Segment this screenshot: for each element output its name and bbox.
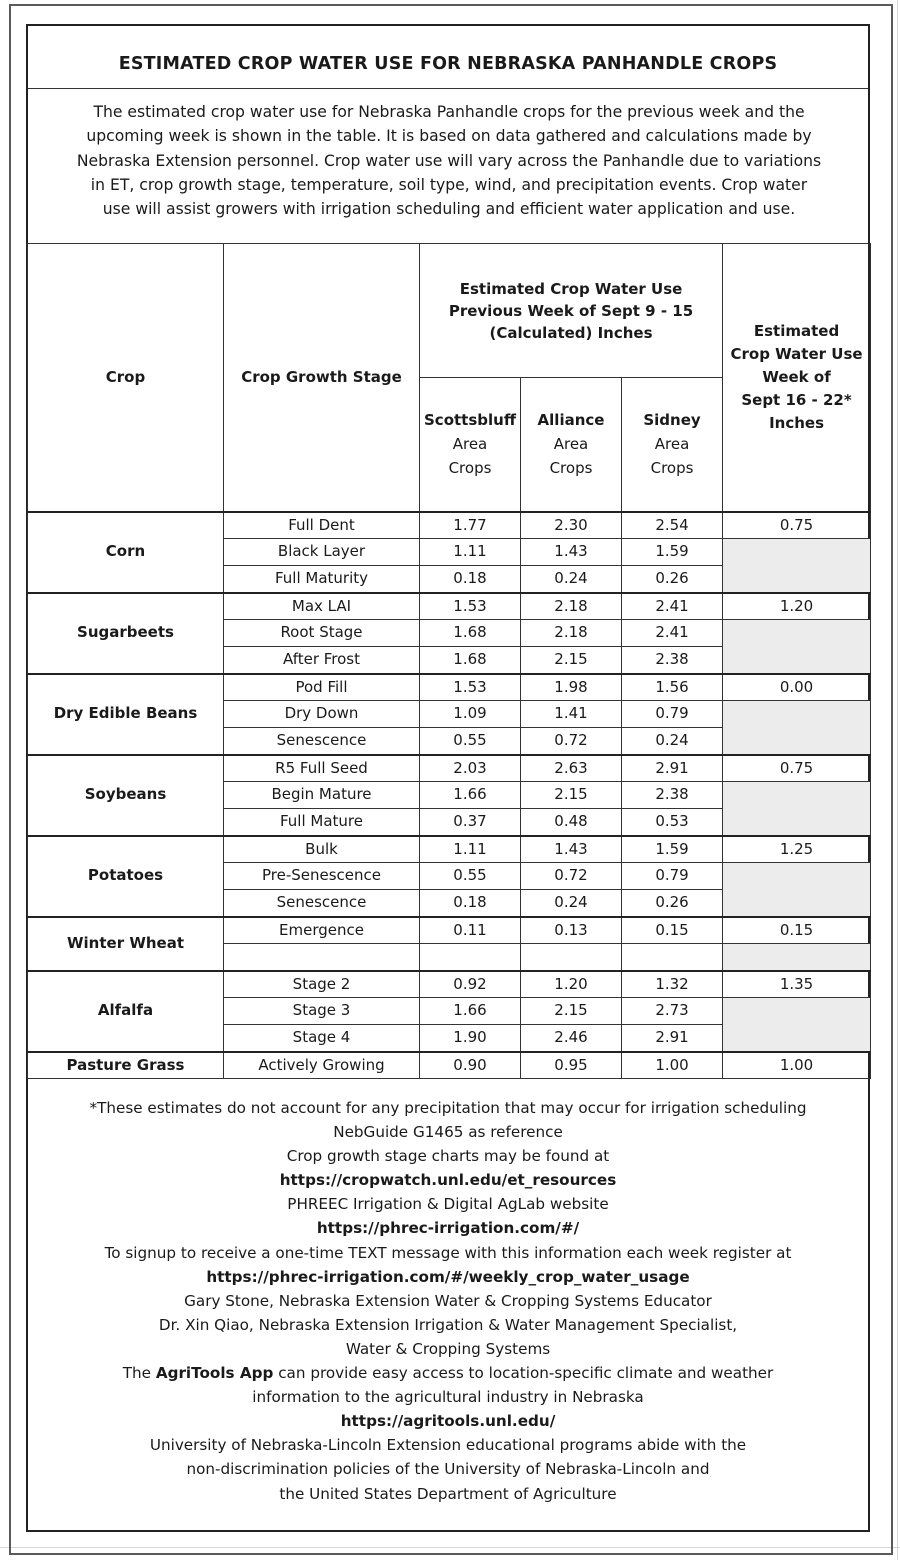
document-frame — [26, 24, 870, 1532]
value-sidney: 0.79 — [622, 863, 723, 890]
footer-link[interactable]: https://phrec-irrigation.com/#/ — [316, 1219, 580, 1238]
value-scottsbluff: 0.18 — [420, 890, 521, 917]
growth-stage: After Frost — [224, 647, 420, 674]
value-scottsbluff: 0.37 — [420, 809, 521, 836]
area-line: Area — [654, 435, 690, 454]
page-title: ESTIMATED CROP WATER USE FOR NEBRASKA PANHANDLE CROPS — [118, 54, 778, 74]
table-row — [28, 593, 871, 620]
header-crop: Crop — [28, 244, 224, 512]
footer-line: NebGuide G1465 as reference — [333, 1123, 563, 1142]
growth-stage: Root Stage — [224, 620, 420, 647]
header-next-week — [723, 244, 871, 512]
next-week-value: 0.15 — [723, 917, 871, 944]
next-week-value: 0.00 — [723, 674, 871, 701]
header-previous-week-line: Previous Week of Sept 9 - 15 — [448, 301, 694, 320]
growth-stage: Begin Mature — [224, 782, 420, 809]
growth-stage: Senescence — [224, 890, 420, 917]
title-divider — [28, 88, 868, 89]
value-scottsbluff: 1.66 — [420, 998, 521, 1025]
value-sidney: 2.54 — [622, 512, 723, 539]
value-sidney: 0.26 — [622, 566, 723, 593]
footer-line: Crop growth stage charts may be found at — [286, 1147, 610, 1166]
value-sidney: 2.73 — [622, 998, 723, 1025]
header-area-alliance — [521, 378, 622, 512]
header-area-sidney — [622, 378, 723, 512]
value-alliance: 0.24 — [521, 566, 622, 593]
value-scottsbluff: 0.92 — [420, 971, 521, 998]
crop-name: Alfalfa — [28, 971, 224, 1052]
table-row — [28, 755, 871, 782]
value-scottsbluff: 1.77 — [420, 512, 521, 539]
table-row — [28, 971, 871, 998]
value-scottsbluff: 1.66 — [420, 782, 521, 809]
value-alliance: 0.72 — [521, 863, 622, 890]
intro-line: use will assist growers with irrigation scheduling and efficient water application and use. — [102, 200, 796, 219]
next-week-value: 1.35 — [723, 971, 871, 998]
value-alliance: 0.24 — [521, 890, 622, 917]
footer-link[interactable]: https://agritools.unl.edu/ — [340, 1412, 556, 1431]
value-scottsbluff: 2.03 — [420, 755, 521, 782]
next-week-blank — [723, 701, 871, 755]
growth-stage: Actively Growing — [224, 1052, 420, 1079]
footer-line: Dr. Xin Qiao, Nebraska Extension Irrigation & Water Management Specialist, — [158, 1315, 738, 1334]
header-area-scottsbluff — [420, 378, 521, 512]
table-row — [28, 512, 871, 539]
value-alliance: 1.43 — [521, 836, 622, 863]
header-previous-week — [420, 244, 723, 378]
value-alliance — [521, 944, 622, 971]
value-sidney: 1.00 — [622, 1052, 723, 1079]
area-line: Crops — [549, 459, 593, 478]
value-alliance: 1.43 — [521, 539, 622, 566]
growth-stage: Dry Down — [224, 701, 420, 728]
value-scottsbluff: 0.18 — [420, 566, 521, 593]
value-sidney — [622, 944, 723, 971]
crop-name: Pasture Grass — [28, 1052, 224, 1079]
area-line: Crops — [650, 459, 694, 478]
value-sidney: 1.59 — [622, 836, 723, 863]
value-scottsbluff — [420, 944, 521, 971]
value-alliance: 2.15 — [521, 647, 622, 674]
value-sidney: 0.26 — [622, 890, 723, 917]
footer-link[interactable]: https://cropwatch.unl.edu/et_resources — [279, 1171, 617, 1190]
table-row — [28, 1052, 871, 1079]
growth-stage: Pod Fill — [224, 674, 420, 701]
header-next-week-line: Week of — [762, 367, 831, 386]
value-sidney: 2.41 — [622, 593, 723, 620]
value-alliance: 0.95 — [521, 1052, 622, 1079]
area-line: Area — [553, 435, 589, 454]
growth-stage: Max LAI — [224, 593, 420, 620]
value-scottsbluff: 1.68 — [420, 620, 521, 647]
value-alliance: 2.18 — [521, 620, 622, 647]
value-scottsbluff: 0.55 — [420, 863, 521, 890]
area-line: Crops — [448, 459, 492, 478]
footer-line: Gary Stone, Nebraska Extension Water & Cropping Systems Educator — [184, 1291, 712, 1310]
next-week-blank — [723, 998, 871, 1052]
growth-stage: Stage 3 — [224, 998, 420, 1025]
value-sidney: 0.24 — [622, 728, 723, 755]
footer-line: the United States Department of Agriculture — [279, 1484, 617, 1503]
growth-stage: Emergence — [224, 917, 420, 944]
growth-stage: Senescence — [224, 728, 420, 755]
value-sidney: 2.38 — [622, 647, 723, 674]
next-week-value: 0.75 — [723, 755, 871, 782]
growth-stage — [224, 944, 420, 971]
value-alliance: 1.41 — [521, 701, 622, 728]
intro-line: The estimated crop water use for Nebraska Panhandle crops for the previous week and the — [93, 103, 805, 121]
table-row — [28, 836, 871, 863]
crop-name: Sugarbeets — [28, 593, 224, 674]
footer-text: The — [122, 1364, 156, 1383]
next-week-blank — [723, 539, 871, 593]
value-alliance: 0.48 — [521, 809, 622, 836]
value-alliance: 0.13 — [521, 917, 622, 944]
footer-line — [36, 1361, 860, 1385]
next-week-value: 1.20 — [723, 593, 871, 620]
value-scottsbluff: 1.68 — [420, 647, 521, 674]
value-alliance: 2.15 — [521, 998, 622, 1025]
area-name: Sidney — [643, 411, 701, 430]
next-week-blank — [723, 620, 871, 674]
footer-line: information to the agricultural industry in Nebraska — [252, 1388, 644, 1407]
value-scottsbluff: 1.53 — [420, 593, 521, 620]
area-name: Scottsbluff — [424, 411, 516, 430]
value-sidney: 1.59 — [622, 539, 723, 566]
next-week-blank — [723, 944, 871, 971]
value-scottsbluff: 0.90 — [420, 1052, 521, 1079]
next-week-value: 1.00 — [723, 1052, 871, 1079]
intro-line: in ET, crop growth stage, temperature, soil type, wind, and precipitation events. Crop water — [90, 175, 808, 194]
value-scottsbluff: 1.09 — [420, 701, 521, 728]
crop-name: Potatoes — [28, 836, 224, 917]
footer-text: can provide easy access to location-specific climate and weather — [273, 1364, 774, 1383]
footer-line: PHREEC Irrigation & Digital AgLab website — [287, 1195, 609, 1214]
value-scottsbluff: 1.11 — [420, 539, 521, 566]
header-growth-stage: Crop Growth Stage — [224, 244, 420, 512]
growth-stage: Stage 4 — [224, 1025, 420, 1052]
footer-notes — [36, 1096, 860, 1506]
table-body — [28, 512, 871, 1079]
value-alliance: 2.30 — [521, 512, 622, 539]
value-alliance: 2.63 — [521, 755, 622, 782]
growth-stage: R5 Full Seed — [224, 755, 420, 782]
crop-name: Soybeans — [28, 755, 224, 836]
header-next-week-line: Inches — [769, 413, 824, 432]
value-scottsbluff: 1.53 — [420, 674, 521, 701]
next-week-blank — [723, 863, 871, 917]
footer-line: Water & Cropping Systems — [345, 1339, 551, 1358]
crop-name: Winter Wheat — [28, 917, 224, 971]
value-alliance: 1.98 — [521, 674, 622, 701]
value-alliance: 1.20 — [521, 971, 622, 998]
growth-stage: Bulk — [224, 836, 420, 863]
crop-water-use-table — [27, 243, 871, 1079]
value-sidney: 0.15 — [622, 917, 723, 944]
value-alliance: 2.15 — [521, 782, 622, 809]
value-alliance: 0.72 — [521, 728, 622, 755]
value-scottsbluff: 0.55 — [420, 728, 521, 755]
footer-link[interactable]: https://phrec-irrigation.com/#/weekly_crop_water_usage — [206, 1267, 690, 1286]
growth-stage: Full Mature — [224, 809, 420, 836]
value-sidney: 2.91 — [622, 755, 723, 782]
value-scottsbluff: 0.11 — [420, 917, 521, 944]
growth-stage: Stage 2 — [224, 971, 420, 998]
intro-paragraph — [38, 100, 860, 221]
growth-stage: Black Layer — [224, 539, 420, 566]
footer-line: *These estimates do not account for any precipitation that may occur for irrigation scheduling — [89, 1099, 807, 1117]
growth-stage: Full Dent — [224, 512, 420, 539]
next-week-blank — [723, 782, 871, 836]
area-line: Area — [452, 435, 488, 454]
growth-stage: Pre-Senescence — [224, 863, 420, 890]
header-next-week-line: Sept 16 - 22* — [741, 390, 852, 409]
value-alliance: 2.18 — [521, 593, 622, 620]
value-sidney: 2.91 — [622, 1025, 723, 1052]
intro-line: Nebraska Extension personnel. Crop water use will vary across the Panhandle due to variations — [76, 151, 822, 170]
sheet-gridline — [897, 0, 898, 1560]
value-scottsbluff: 1.90 — [420, 1025, 521, 1052]
header-next-week-line: Estimated — [753, 321, 840, 340]
value-sidney: 2.41 — [622, 620, 723, 647]
footer-line: University of Nebraska-Lincoln Extension educational programs abide with the — [149, 1436, 747, 1455]
header-previous-week-line: Estimated Crop Water Use — [459, 279, 683, 298]
value-sidney: 0.79 — [622, 701, 723, 728]
table-row — [28, 674, 871, 701]
footer-line: To signup to receive a one-time TEXT message with this information each week register at — [104, 1243, 792, 1262]
value-sidney: 2.38 — [622, 782, 723, 809]
table-row — [28, 917, 871, 944]
footer-line: non-discrimination policies of the University of Nebraska-Lincoln and — [186, 1460, 710, 1479]
value-sidney: 1.56 — [622, 674, 723, 701]
next-week-value: 1.25 — [723, 836, 871, 863]
header-previous-week-line: (Calculated) Inches — [489, 323, 653, 342]
value-sidney: 1.32 — [622, 971, 723, 998]
next-week-value: 0.75 — [723, 512, 871, 539]
value-alliance: 2.46 — [521, 1025, 622, 1052]
agritools-app-name: AgriTools App — [155, 1364, 274, 1383]
crop-name: Corn — [28, 512, 224, 593]
header-next-week-line: Crop Water Use — [730, 344, 863, 363]
value-sidney: 0.53 — [622, 809, 723, 836]
crop-name: Dry Edible Beans — [28, 674, 224, 755]
intro-line: upcoming week is shown in the table. It is based on data gathered and calculations made by — [86, 127, 812, 146]
area-name: Alliance — [537, 411, 605, 430]
growth-stage: Full Maturity — [224, 566, 420, 593]
value-scottsbluff: 1.11 — [420, 836, 521, 863]
